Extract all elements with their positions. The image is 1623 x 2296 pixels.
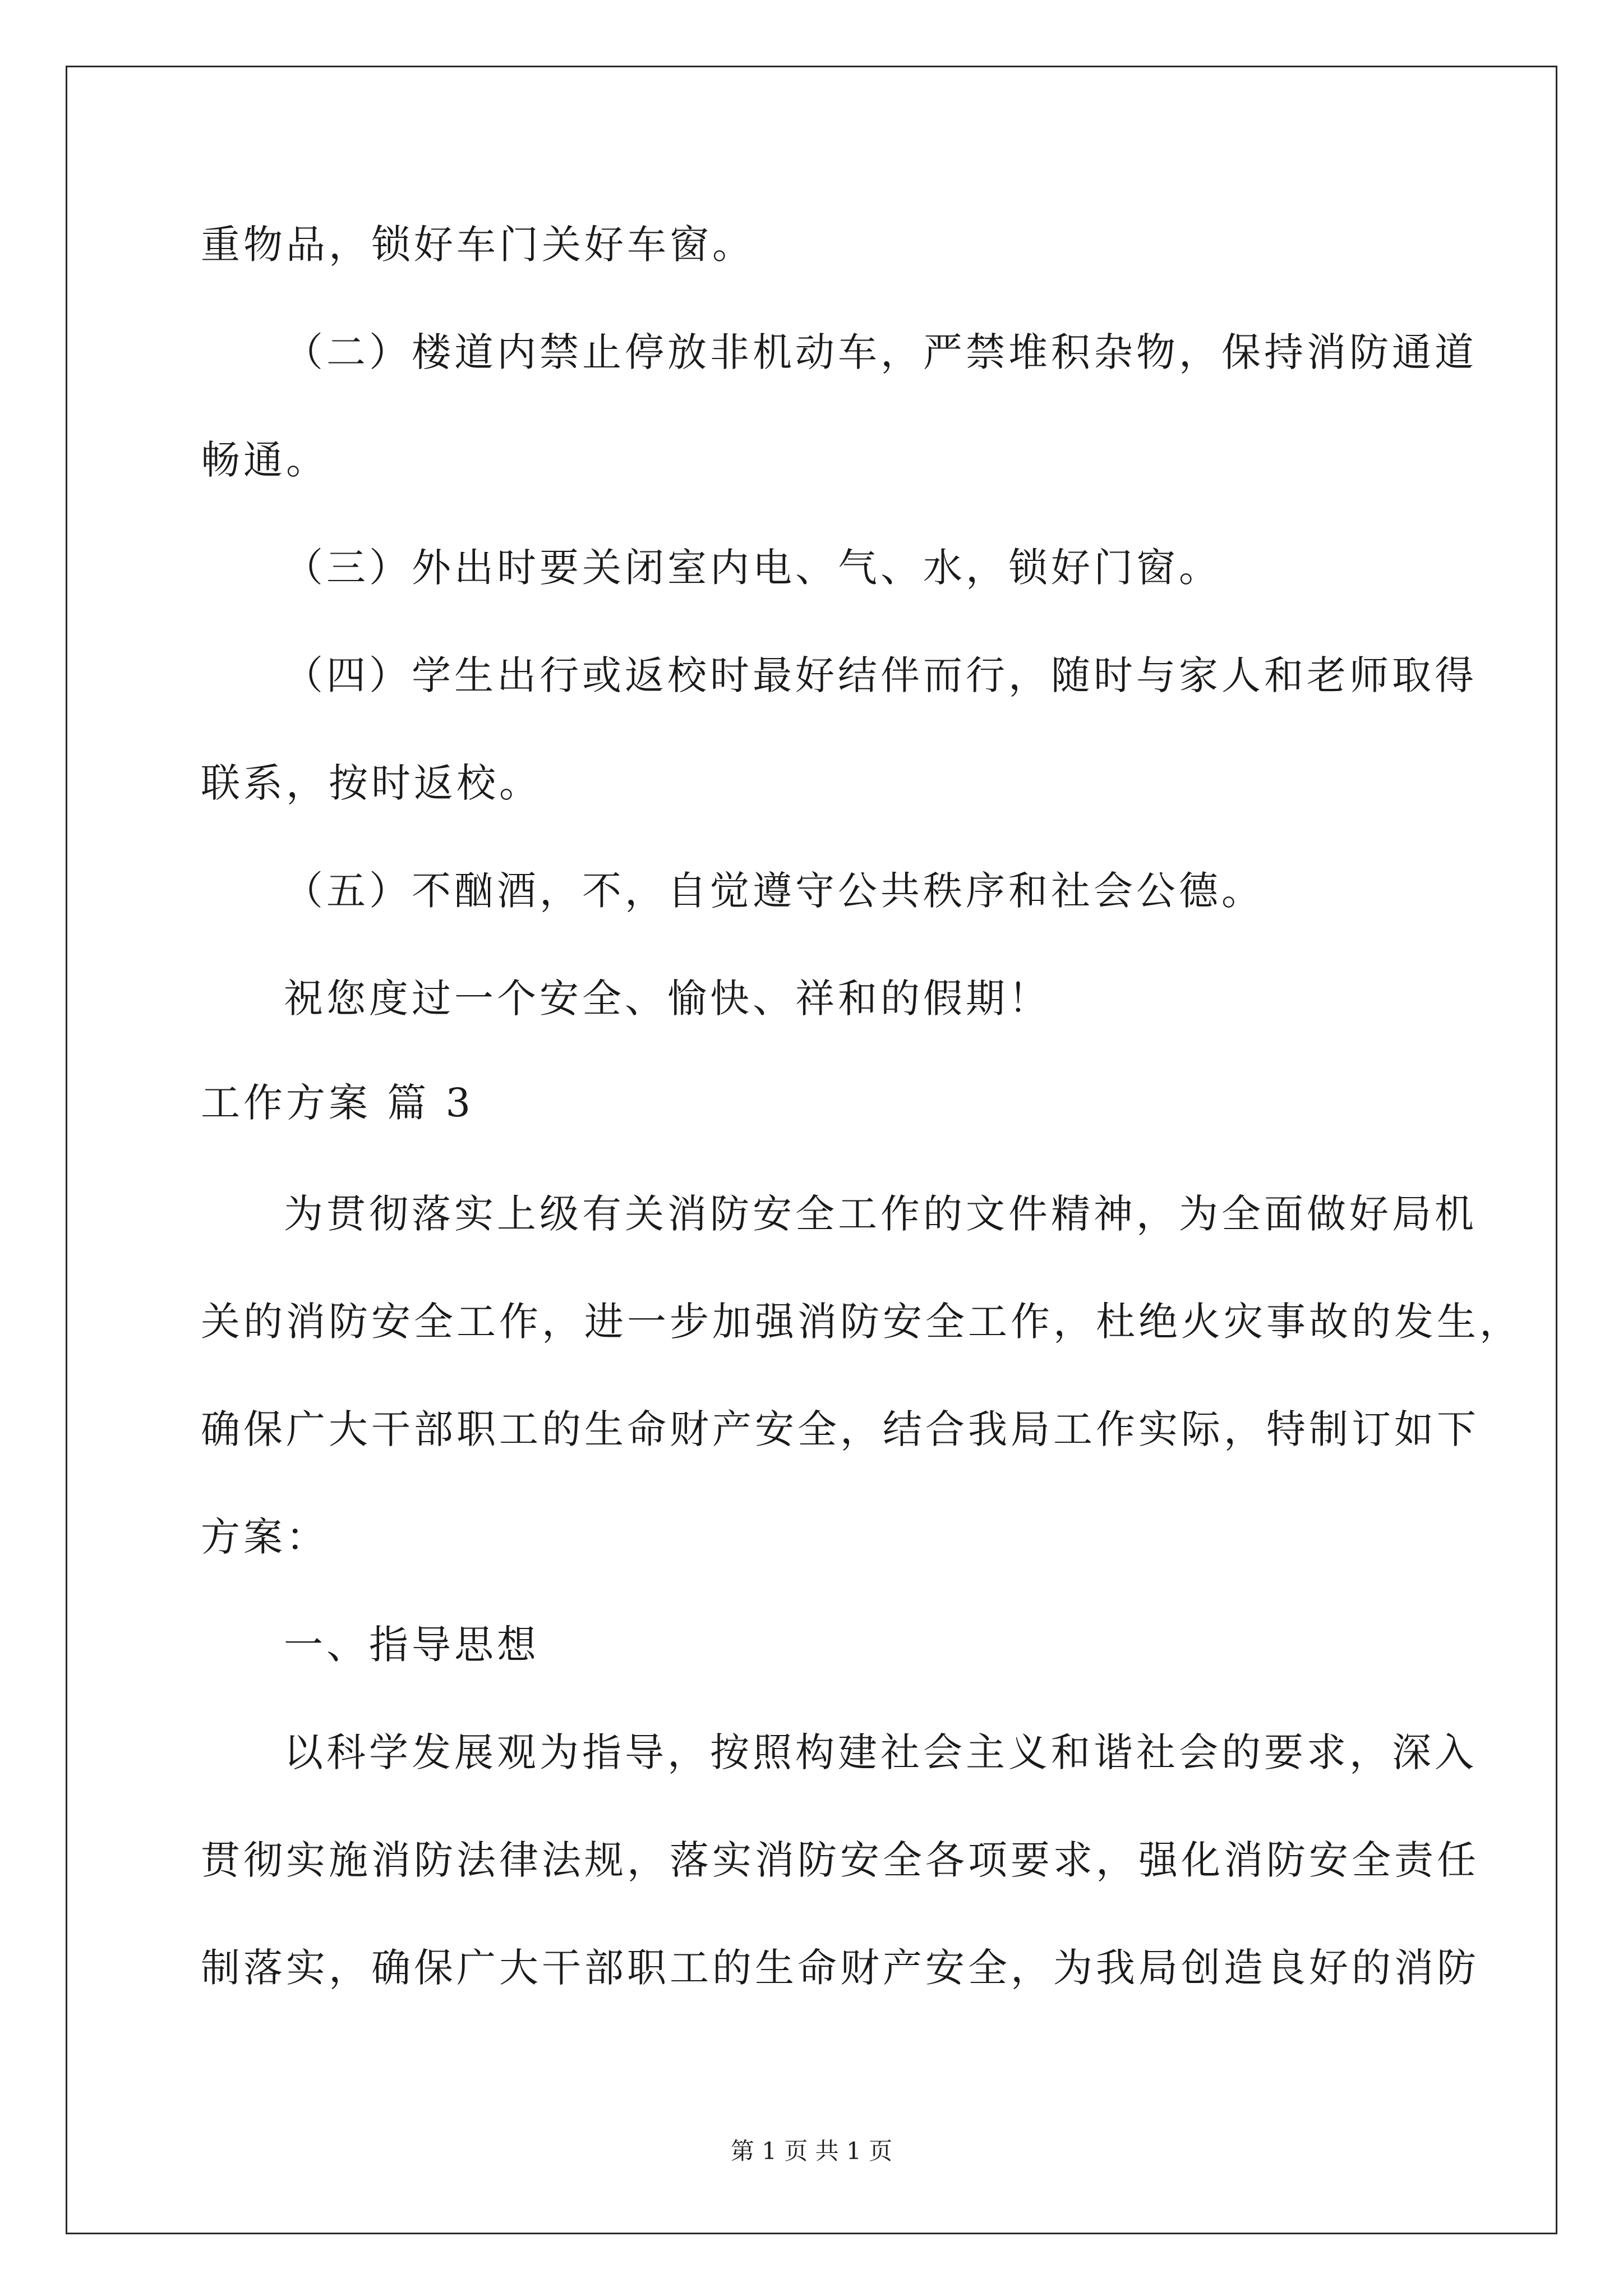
text-line: 以科学发展观为指导，按照构建社会主义和谐社会的要求，深入 — [284, 1729, 1477, 1775]
text-line: 重物品，锁好车门关好车窗。 — [201, 222, 755, 268]
text-line: 贯彻实施消防法律法规，落实消防安全各项要求，强化消防安全责任 — [201, 1837, 1479, 1883]
page-border — [66, 66, 1557, 2234]
page-footer — [0, 2134, 1623, 2168]
text-line: 联系，按时返校。 — [201, 760, 542, 806]
text-line: 为贯彻落实上级有关消防安全工作的文件精神，为全面做好局机 — [284, 1191, 1477, 1237]
section-heading: 工作方案 篇 3 — [201, 1080, 474, 1126]
text-line: （四）学生出行或返校时最好结伴而行，随时与家人和老师取得 — [284, 652, 1477, 698]
text-line: 祝您度过一个安全、愉快、祥和的假期！ — [284, 976, 1051, 1022]
text-line: （三）外出时要关闭室内电、气、水，锁好门窗。 — [284, 545, 1221, 591]
text-line: 方案： — [201, 1514, 329, 1560]
page-number-label: 第 1 页 共 1 页 — [730, 2137, 893, 2165]
text-line: （五）不酗酒，不，自觉遵守公共秩序和社会公德。 — [284, 868, 1264, 914]
subsection-heading: 一、指导思想 — [284, 1622, 540, 1668]
text-line: 制落实，确保广大干部职工的生命财产安全，为我局创造良好的消防 — [201, 1945, 1479, 1991]
text-line: 畅通。 — [201, 437, 329, 483]
text-line: （二）楼道内禁止停放非机动车，严禁堆积杂物，保持消防通道 — [284, 329, 1477, 375]
text-line: 确保广大干部职工的生命财产安全，结合我局工作实际，特制订如下 — [201, 1406, 1479, 1452]
text-line: 关的消防安全工作，进一步加强消防安全工作，杜绝火灾事故的发生， — [201, 1299, 1522, 1345]
